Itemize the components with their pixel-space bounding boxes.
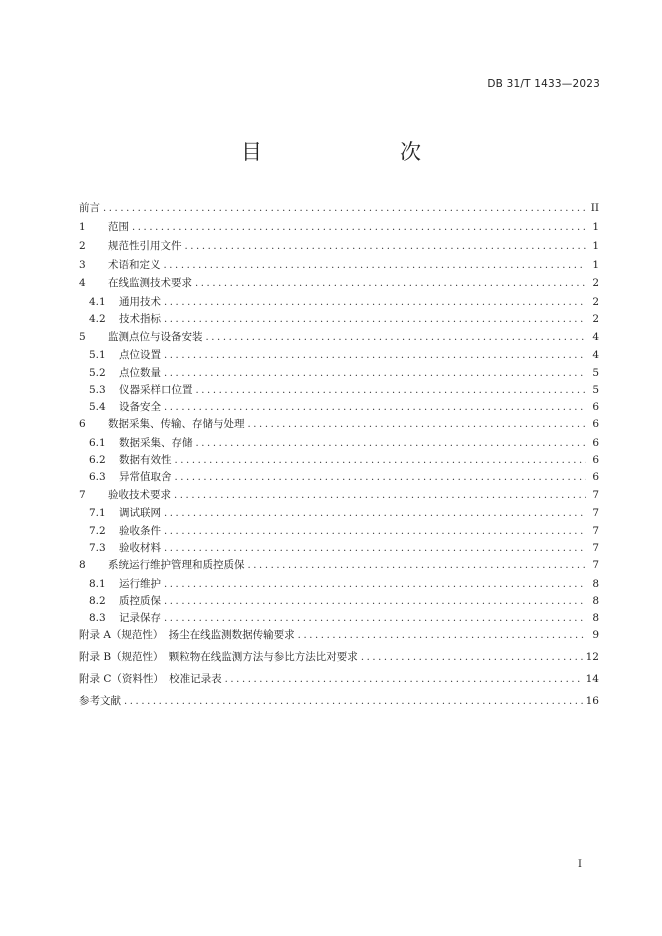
- toc-dot-leader: [164, 613, 586, 624]
- toc-entry-title: 附录 C（资料性） 校准记录表: [79, 673, 222, 686]
- page-title: 目 次: [241, 140, 453, 164]
- toc-entry[interactable]: [79, 311, 599, 328]
- toc-entry-title: 数据有效性: [119, 454, 172, 467]
- toc-dot-leader: [103, 203, 586, 214]
- toc-dot-leader: [175, 455, 587, 466]
- toc-dot-leader: [225, 674, 583, 685]
- toc-entry-title: 术语和定义: [108, 258, 161, 271]
- toc-entry-number: 4.1: [89, 296, 106, 309]
- toc-dot-leader: [248, 419, 587, 430]
- toc-entry[interactable]: [79, 294, 599, 311]
- toc-entry-page: 6: [592, 418, 599, 431]
- toc-entry[interactable]: [79, 365, 599, 382]
- toc-entry-number: 1: [79, 220, 86, 233]
- toc-entry-title: 质控质保: [119, 595, 161, 608]
- toc-entry-title: 异常值取舍: [119, 471, 172, 484]
- toc-entry-title: 记录保存: [119, 612, 161, 625]
- toc-entry-page: 1: [592, 258, 599, 271]
- toc-entry-number: 6: [79, 418, 86, 431]
- page-number: I: [578, 859, 582, 870]
- toc-entry-number: 5.4: [89, 401, 106, 413]
- toc-dot-leader: [206, 332, 587, 343]
- toc-entry-number: 7.2: [89, 524, 106, 537]
- toc-entry-title: 点位设置: [119, 349, 161, 362]
- toc-entry[interactable]: [79, 329, 599, 348]
- toc-dot-leader: [164, 543, 586, 554]
- toc-entry-page: 6: [592, 471, 599, 484]
- toc-dot-leader: [248, 560, 587, 571]
- toc-entry[interactable]: [79, 576, 599, 593]
- toc-entry[interactable]: [79, 540, 599, 557]
- toc-dot-leader: [195, 278, 586, 289]
- toc-entry[interactable]: [79, 238, 599, 257]
- toc-entry[interactable]: [79, 257, 599, 276]
- toc-dot-leader: [298, 630, 586, 641]
- toc-entry-page: 2: [592, 313, 599, 326]
- toc-entry-page: 6: [592, 437, 599, 450]
- toc-entry[interactable]: [79, 649, 599, 671]
- toc-entry[interactable]: [79, 200, 599, 219]
- toc-entry-title: 点位数量: [119, 366, 161, 379]
- toc-entry-page: 1: [592, 239, 599, 252]
- toc-entry[interactable]: [79, 469, 599, 486]
- toc-entry-title: 验收条件: [119, 524, 161, 537]
- toc-dot-leader: [185, 241, 587, 252]
- toc-entry[interactable]: [79, 275, 599, 294]
- toc-entry-title: 验收材料: [119, 541, 161, 554]
- toc-entry-title: 前言: [79, 202, 100, 214]
- toc-entry[interactable]: [79, 382, 599, 399]
- toc-entry[interactable]: [79, 593, 599, 610]
- toc-entry-page: 14: [585, 673, 599, 686]
- toc-entry[interactable]: [79, 671, 599, 693]
- toc-dot-leader: [164, 596, 586, 607]
- toc-entry-page: 7: [592, 488, 599, 501]
- toc-entry-page: 6: [592, 454, 599, 467]
- toc-dot-leader: [164, 260, 587, 271]
- toc-dot-leader: [196, 385, 587, 396]
- toc-dot-leader: [124, 696, 583, 707]
- toc-entry-page: 7: [592, 524, 599, 537]
- toc-entry-page: 2: [592, 277, 599, 290]
- toc-entry-title: 调试联网: [119, 507, 161, 520]
- toc-entry-page: 4: [592, 330, 599, 343]
- toc-entry-page: 6: [592, 401, 599, 413]
- toc-entry-title: 规范性引用文件: [108, 239, 182, 252]
- toc-dot-leader: [164, 402, 586, 413]
- toc-dot-leader: [164, 350, 586, 361]
- toc-entry-number: 5.2: [89, 366, 106, 379]
- toc-entry-page: 9: [592, 629, 599, 642]
- toc-entry-title: 监测点位与设备安装: [108, 330, 203, 343]
- toc-dot-leader: [164, 579, 586, 590]
- toc-entry-title: 通用技术: [119, 296, 161, 309]
- toc-entry-number: 7.3: [89, 541, 106, 554]
- toc-entry-title: 参考文献: [79, 695, 121, 708]
- toc-entry-number: 8.1: [89, 577, 106, 590]
- toc-entry[interactable]: [79, 219, 599, 238]
- toc-entry-number: 2: [79, 239, 86, 252]
- toc-entry-number: 8: [79, 559, 86, 571]
- toc-entry-page: 7: [592, 541, 599, 554]
- toc-entry-title: 范围: [108, 220, 129, 233]
- toc-entry-title: 运行维护: [119, 577, 161, 590]
- toc-dot-leader: [361, 652, 583, 663]
- toc-entry[interactable]: [79, 627, 599, 649]
- toc-dot-leader: [132, 222, 586, 233]
- toc-entry-title: 数据采集、存储: [119, 437, 193, 450]
- toc-dot-leader: [174, 490, 586, 501]
- toc-entry-number: 4.2: [89, 313, 106, 326]
- toc-entry-title: 仪器采样口位置: [119, 383, 193, 396]
- toc-entry-number: 8.3: [89, 612, 106, 625]
- toc-dot-leader: [164, 314, 586, 325]
- toc-entry[interactable]: [79, 693, 599, 715]
- toc-entry-title: 验收技术要求: [108, 488, 171, 501]
- toc-entry[interactable]: [79, 523, 599, 540]
- toc-entry[interactable]: [79, 399, 599, 416]
- toc-entry-title: 设备安全: [119, 401, 161, 413]
- toc-entry-number: 7: [79, 488, 86, 501]
- toc-entry-page: 7: [592, 507, 599, 520]
- toc-entry-number: 6.1: [89, 437, 106, 450]
- toc-entry[interactable]: [79, 452, 599, 469]
- toc-entry[interactable]: [79, 416, 599, 435]
- toc-entry[interactable]: [79, 487, 599, 506]
- toc-entry-page: 1: [592, 220, 599, 233]
- toc-entry-title: 在线监测技术要求: [108, 277, 192, 290]
- toc-entry-number: 5.3: [89, 383, 106, 396]
- toc-entry-title: 附录 A（规范性） 扬尘在线监测数据传输要求: [79, 629, 295, 642]
- toc-dot-leader: [196, 438, 587, 449]
- toc-entry-number: 4: [79, 277, 86, 290]
- toc-entry-page: 7: [592, 559, 599, 571]
- toc-entry-title: 数据采集、传输、存储与处理: [108, 418, 245, 431]
- toc-entry-page: II: [590, 202, 599, 214]
- toc-entry-title: 系统运行维护管理和质控质保: [108, 559, 245, 571]
- toc-entry[interactable]: [79, 435, 599, 452]
- toc-entry-page: 16: [585, 695, 599, 708]
- toc-entry-page: 8: [592, 577, 599, 590]
- toc-entry-title: 附录 B（规范性） 颗粒物在线监测方法与参比方法比对要求: [79, 651, 358, 664]
- toc-entry-page: 5: [592, 366, 599, 379]
- table-of-contents: [79, 200, 599, 715]
- toc-entry-number: 6.3: [89, 471, 106, 484]
- toc-entry-number: 8.2: [89, 595, 106, 608]
- toc-entry[interactable]: [79, 557, 599, 576]
- toc-entry-number: 7.1: [89, 507, 106, 520]
- toc-entry[interactable]: [79, 505, 599, 522]
- toc-dot-leader: [164, 526, 586, 537]
- toc-entry-number: 5: [79, 330, 86, 343]
- toc-entry-number: 6.2: [89, 454, 106, 467]
- toc-dot-leader: [164, 297, 586, 308]
- toc-entry-page: 2: [592, 296, 599, 309]
- toc-entry[interactable]: [79, 347, 599, 364]
- toc-dot-leader: [164, 508, 586, 519]
- toc-entry-page: 12: [585, 651, 599, 664]
- toc-entry-page: 5: [592, 383, 599, 396]
- toc-entry-number: 5.1: [89, 349, 106, 362]
- toc-entry-title: 技术指标: [119, 313, 161, 326]
- standard-code: DB 31/T 1433—2023: [487, 78, 600, 90]
- toc-dot-leader: [164, 368, 586, 379]
- toc-entry-page: 8: [592, 612, 599, 625]
- toc-dot-leader: [175, 472, 587, 483]
- toc-entry-number: 3: [79, 258, 86, 271]
- toc-entry-page: 8: [592, 595, 599, 608]
- toc-entry[interactable]: [79, 610, 599, 627]
- toc-entry-page: 4: [592, 349, 599, 362]
